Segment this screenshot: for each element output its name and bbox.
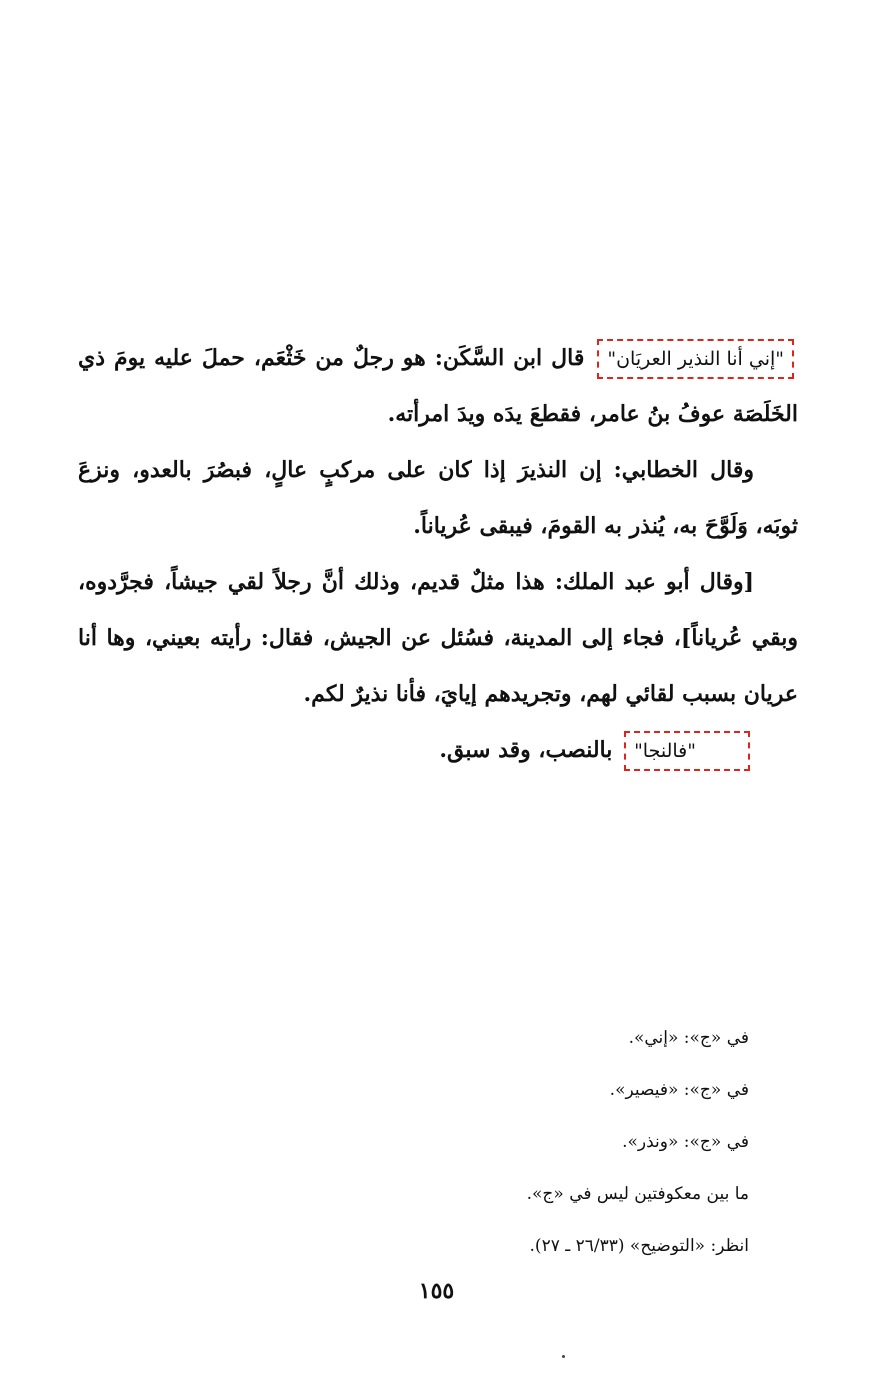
main-text-body: [78, 330, 798, 778]
footnote-3: في «ج»: «ونذر».: [622, 1132, 749, 1152]
footnote-1: في «ج»: «إني».: [628, 1028, 749, 1048]
paragraph-3: [وقال أبو عبد الملك: هذا مثلٌ قديم، وذلك أنَّ رجلاً لقي جيشاً، فجرَّدوه، وبقي عُرياناً]، فجاء إلى المدينة، فسُئل عن الجيش، فقال: رأيته بعيني، وها أنا عريان بسبب لقائي لهم، وتجريدهم إيايَ، فأنا نذيرٌ لكم.: [78, 569, 798, 707]
footnotes: [129, 1012, 749, 1272]
highlighted-phrase-1: "إني أنا النذير العريَان": [597, 339, 794, 379]
page-number: ١٥٥: [418, 1278, 455, 1304]
paragraph-1-text: قال ابن السَّكَن: هو رجلٌ من خَثْعَم، حملَ عليه يومَ ذي الخَلَصَة عوفُ بنُ عامر، فقطعَ يدَه ويدَ امرأته.: [78, 345, 798, 427]
paragraph-1: [78, 330, 798, 442]
paragraph-2: وقال الخطابي: إن النذيرَ إذا كان على مركبٍ عالٍ، فبصُرَ بالعدو، ونزعَ ثوبَه، وَلَوَّحَ به، يُنذر به القومَ، فيبقى عُرياناً.: [78, 457, 798, 539]
speck-mark: [562, 1355, 565, 1358]
footnote-2: في «ج»: «فيصير».: [609, 1080, 749, 1100]
paragraph-4: [78, 722, 798, 778]
footnote-4: ما بين معكوفتين ليس في «ج».: [526, 1184, 749, 1204]
footnote-5: انظر: «التوضيح» (٢٦/٣٣ ـ ٢٧).: [529, 1236, 749, 1256]
highlighted-phrase-2: "فالنجا": [624, 731, 750, 771]
paragraph-4-text: بالنصب، وقد سبق.: [439, 737, 613, 763]
